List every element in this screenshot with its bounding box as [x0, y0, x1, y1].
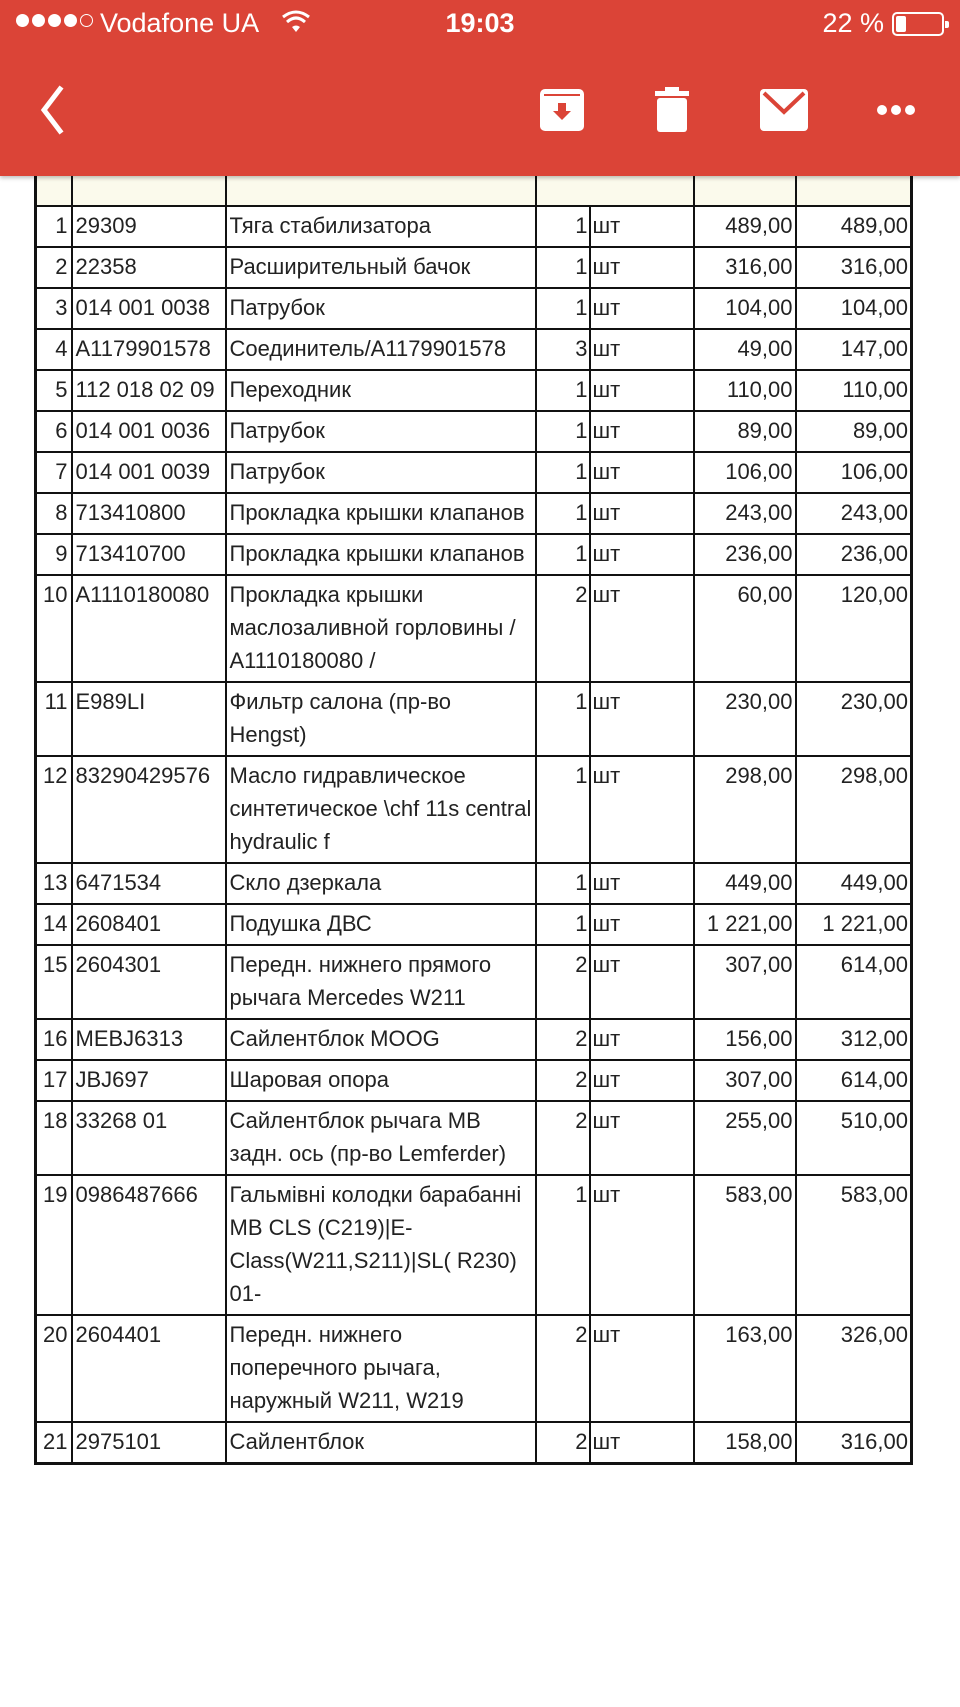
- mark-unread-button[interactable]: [754, 80, 814, 140]
- table-row: [36, 1422, 912, 1464]
- quantity-cell: 1: [536, 370, 590, 411]
- quantity-cell: 2: [536, 1422, 590, 1464]
- row-number-cell: 17: [36, 1060, 72, 1101]
- line-total-cell: 230,00: [796, 682, 912, 756]
- table-row: [36, 1060, 912, 1101]
- part-code-cell: 014 001 0036: [72, 411, 226, 452]
- table-row: [36, 756, 912, 863]
- part-name-cell: Прокладка крышки клапанов: [226, 493, 536, 534]
- table-row: [36, 682, 912, 756]
- unit-price-cell: 298,00: [694, 756, 796, 863]
- unit-price-cell: 163,00: [694, 1315, 796, 1422]
- part-code-cell: 713410800: [72, 493, 226, 534]
- quantity-cell: 1: [536, 493, 590, 534]
- table-row: [36, 247, 912, 288]
- part-name-cell: Сайлентблок MOOG: [226, 1019, 536, 1060]
- part-code-cell: JBJ697: [72, 1060, 226, 1101]
- unit-price-cell: 89,00: [694, 411, 796, 452]
- archive-button[interactable]: [532, 80, 592, 140]
- unit-price-cell: 230,00: [694, 682, 796, 756]
- line-total-cell: 110,00: [796, 370, 912, 411]
- quantity-cell: 2: [536, 1315, 590, 1422]
- part-name-cell: Патрубок: [226, 288, 536, 329]
- unit-cell: шт: [590, 247, 694, 288]
- part-name-cell: Патрубок: [226, 411, 536, 452]
- row-number-cell: 2: [36, 247, 72, 288]
- unit-cell: шт: [590, 206, 694, 247]
- app-bar: [0, 0, 960, 176]
- line-total-cell: 243,00: [796, 493, 912, 534]
- quantity-cell: 2: [536, 1060, 590, 1101]
- table-row: [36, 288, 912, 329]
- table-row: [36, 575, 912, 682]
- line-total-cell: 236,00: [796, 534, 912, 575]
- part-name-cell: Фильтр салона (пр-во Hengst): [226, 682, 536, 756]
- unit-cell: шт: [590, 682, 694, 756]
- battery-icon: [892, 12, 944, 36]
- quantity-cell: 1: [536, 288, 590, 329]
- part-name-cell: Гальмівні колодки барабанні MB CLS (C219)|E-Class(W211,S211)|SL( R230) 01-: [226, 1175, 536, 1315]
- table-row: [36, 863, 912, 904]
- row-number-cell: 16: [36, 1019, 72, 1060]
- row-number-cell: 10: [36, 575, 72, 682]
- table-row: [36, 452, 912, 493]
- part-code-cell: 6471534: [72, 863, 226, 904]
- part-name-cell: Прокладка крышки маслозаливной горловины / A1110180080 /: [226, 575, 536, 682]
- part-code-cell: 0986487666: [72, 1175, 226, 1315]
- quantity-cell: 2: [536, 1019, 590, 1060]
- part-code-cell: 014 001 0039: [72, 452, 226, 493]
- quantity-cell: 2: [536, 1101, 590, 1175]
- quantity-cell: 1: [536, 863, 590, 904]
- table-row: [36, 206, 912, 247]
- unit-cell: шт: [590, 329, 694, 370]
- table-row: [36, 904, 912, 945]
- part-name-cell: Передн. нижнего прямого рычага Mercedes W211: [226, 945, 536, 1019]
- table-row: [36, 945, 912, 1019]
- part-name-cell: Расширительный бачок: [226, 247, 536, 288]
- line-total-cell: 104,00: [796, 288, 912, 329]
- row-number-cell: 18: [36, 1101, 72, 1175]
- part-code-cell: 33268 01: [72, 1101, 226, 1175]
- unit-cell: шт: [590, 756, 694, 863]
- table-row: [36, 329, 912, 370]
- row-number-cell: 7: [36, 452, 72, 493]
- line-total-cell: 614,00: [796, 945, 912, 1019]
- trash-icon: [654, 87, 690, 133]
- line-total-cell: 489,00: [796, 206, 912, 247]
- quantity-cell: 1: [536, 452, 590, 493]
- line-total-cell: 120,00: [796, 575, 912, 682]
- part-code-cell: 713410700: [72, 534, 226, 575]
- line-total-cell: 326,00: [796, 1315, 912, 1422]
- line-total-cell: 147,00: [796, 329, 912, 370]
- row-number-cell: 13: [36, 863, 72, 904]
- quantity-cell: 1: [536, 206, 590, 247]
- quantity-cell: 1: [536, 411, 590, 452]
- row-number-cell: 9: [36, 534, 72, 575]
- row-number-cell: 11: [36, 682, 72, 756]
- part-name-cell: Соединитель/A1179901578: [226, 329, 536, 370]
- unit-price-cell: 106,00: [694, 452, 796, 493]
- header-cell: [72, 172, 226, 206]
- part-code-cell: 112 018 02 09: [72, 370, 226, 411]
- part-code-cell: 22358: [72, 247, 226, 288]
- unit-cell: шт: [590, 945, 694, 1019]
- unit-cell: шт: [590, 863, 694, 904]
- table-row: [36, 1175, 912, 1315]
- line-total-cell: 614,00: [796, 1060, 912, 1101]
- unit-price-cell: 49,00: [694, 329, 796, 370]
- part-code-cell: 29309: [72, 206, 226, 247]
- table-row: [36, 534, 912, 575]
- unit-cell: шт: [590, 370, 694, 411]
- delete-button[interactable]: [642, 80, 702, 140]
- row-number-cell: 14: [36, 904, 72, 945]
- row-number-cell: 8: [36, 493, 72, 534]
- clock: 19:03: [445, 8, 515, 38]
- quantity-cell: 1: [536, 534, 590, 575]
- line-total-cell: 298,00: [796, 756, 912, 863]
- quantity-cell: 1: [536, 756, 590, 863]
- unit-cell: шт: [590, 575, 694, 682]
- row-number-cell: 5: [36, 370, 72, 411]
- quantity-cell: 2: [536, 945, 590, 1019]
- part-name-cell: Сайлентблок рычага MB задн. ось (пр-во Lemferder): [226, 1101, 536, 1175]
- invoice-table: [34, 170, 913, 1465]
- part-name-cell: Шаровая опора: [226, 1060, 536, 1101]
- part-code-cell: 014 001 0038: [72, 288, 226, 329]
- unit-price-cell: 316,00: [694, 247, 796, 288]
- part-name-cell: Передн. нижнего поперечного рычага, наружный W211, W219: [226, 1315, 536, 1422]
- unit-cell: шт: [590, 411, 694, 452]
- line-total-cell: 583,00: [796, 1175, 912, 1315]
- line-total-cell: 510,00: [796, 1101, 912, 1175]
- table-row: [36, 411, 912, 452]
- header-cell: [226, 172, 536, 206]
- part-name-cell: Масло гидравлическое синтетическое \chf 11s central hydraulic f: [226, 756, 536, 863]
- unit-cell: шт: [590, 1422, 694, 1464]
- unit-cell: шт: [590, 1315, 694, 1422]
- unit-price-cell: 1 221,00: [694, 904, 796, 945]
- unit-price-cell: 104,00: [694, 288, 796, 329]
- row-number-cell: 4: [36, 329, 72, 370]
- part-code-cell: 83290429576: [72, 756, 226, 863]
- part-name-cell: Скло дзеркала: [226, 863, 536, 904]
- back-button[interactable]: [22, 80, 82, 140]
- part-code-cell: 2975101: [72, 1422, 226, 1464]
- table-row: [36, 1101, 912, 1175]
- line-total-cell: 106,00: [796, 452, 912, 493]
- unit-price-cell: 236,00: [694, 534, 796, 575]
- part-name-cell: Сайлентблок: [226, 1422, 536, 1464]
- unit-price-cell: 158,00: [694, 1422, 796, 1464]
- unit-price-cell: 255,00: [694, 1101, 796, 1175]
- unit-price-cell: 156,00: [694, 1019, 796, 1060]
- part-code-cell: 2608401: [72, 904, 226, 945]
- more-horizontal-icon: [876, 104, 916, 116]
- part-code-cell: A1179901578: [72, 329, 226, 370]
- header-cell: [36, 172, 72, 206]
- unit-cell: шт: [590, 452, 694, 493]
- unit-price-cell: 583,00: [694, 1175, 796, 1315]
- part-name-cell: Подушка ДВС: [226, 904, 536, 945]
- more-options-button[interactable]: [866, 80, 926, 140]
- part-name-cell: Прокладка крышки клапанов: [226, 534, 536, 575]
- line-total-cell: 1 221,00: [796, 904, 912, 945]
- unit-price-cell: 449,00: [694, 863, 796, 904]
- line-total-cell: 316,00: [796, 1422, 912, 1464]
- part-code-cell: 2604401: [72, 1315, 226, 1422]
- line-total-cell: 449,00: [796, 863, 912, 904]
- quantity-cell: 3: [536, 329, 590, 370]
- table-row: [36, 1019, 912, 1060]
- unit-cell: шт: [590, 1060, 694, 1101]
- unit-cell: шт: [590, 1101, 694, 1175]
- part-name-cell: Тяга стабилизатора: [226, 206, 536, 247]
- part-code-cell: A1110180080: [72, 575, 226, 682]
- row-number-cell: 6: [36, 411, 72, 452]
- battery-percent: 22 %: [822, 8, 884, 38]
- quantity-cell: 2: [536, 575, 590, 682]
- unit-price-cell: 60,00: [694, 575, 796, 682]
- unit-cell: шт: [590, 288, 694, 329]
- line-total-cell: 89,00: [796, 411, 912, 452]
- table-row: [36, 493, 912, 534]
- header-cell: [536, 172, 694, 206]
- row-number-cell: 21: [36, 1422, 72, 1464]
- part-code-cell: 2604301: [72, 945, 226, 1019]
- mail-icon: [760, 89, 808, 131]
- table-row: [36, 370, 912, 411]
- unit-price-cell: 243,00: [694, 493, 796, 534]
- header-cell: [796, 172, 912, 206]
- part-name-cell: Патрубок: [226, 452, 536, 493]
- row-number-cell: 12: [36, 756, 72, 863]
- row-number-cell: 20: [36, 1315, 72, 1422]
- unit-cell: шт: [590, 904, 694, 945]
- table-header-row: [36, 172, 912, 206]
- row-number-cell: 15: [36, 945, 72, 1019]
- row-number-cell: 3: [36, 288, 72, 329]
- unit-price-cell: 307,00: [694, 945, 796, 1019]
- archive-icon: [539, 87, 585, 133]
- part-code-cell: MEBJ6313: [72, 1019, 226, 1060]
- header-cell: [694, 172, 796, 206]
- quantity-cell: 1: [536, 1175, 590, 1315]
- line-total-cell: 312,00: [796, 1019, 912, 1060]
- quantity-cell: 1: [536, 682, 590, 756]
- unit-cell: шт: [590, 493, 694, 534]
- unit-cell: шт: [590, 534, 694, 575]
- quantity-cell: 1: [536, 247, 590, 288]
- unit-cell: шт: [590, 1019, 694, 1060]
- unit-price-cell: 489,00: [694, 206, 796, 247]
- carrier-name: Vodafone UA: [100, 8, 260, 38]
- row-number-cell: 19: [36, 1175, 72, 1315]
- table-row: [36, 1315, 912, 1422]
- part-name-cell: Переходник: [226, 370, 536, 411]
- chevron-left-icon: [32, 85, 72, 135]
- status-bar: [0, 0, 960, 50]
- unit-cell: шт: [590, 1175, 694, 1315]
- part-code-cell: E989LI: [72, 682, 226, 756]
- unit-price-cell: 110,00: [694, 370, 796, 411]
- unit-price-cell: 307,00: [694, 1060, 796, 1101]
- quantity-cell: 1: [536, 904, 590, 945]
- row-number-cell: 1: [36, 206, 72, 247]
- line-total-cell: 316,00: [796, 247, 912, 288]
